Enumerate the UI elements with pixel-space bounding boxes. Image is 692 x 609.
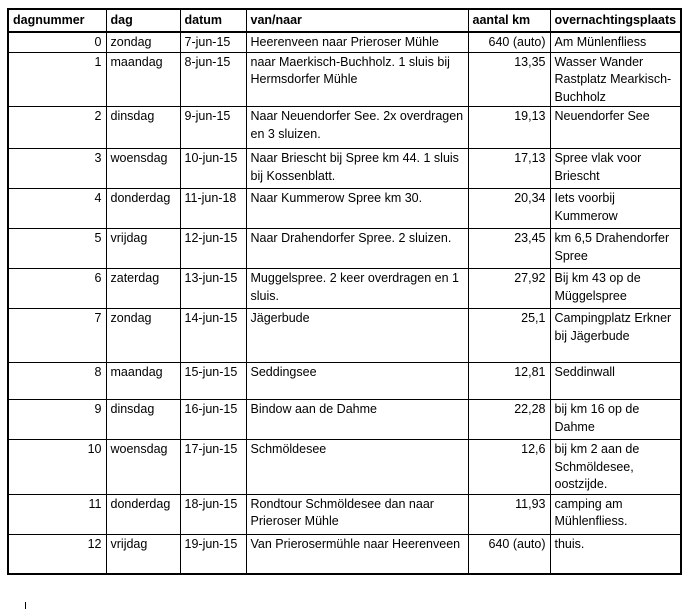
cell-dag[interactable]: donderdag xyxy=(106,494,180,534)
cell-aantal-km[interactable]: 12,6 xyxy=(468,440,550,495)
cell-datum[interactable]: 7-jun-15 xyxy=(180,32,246,52)
text-cursor xyxy=(25,602,26,609)
cell-dagnummer[interactable]: 10 xyxy=(8,440,106,495)
cell-van-naar[interactable]: Heerenveen naar Prieroser Mühle xyxy=(246,32,468,52)
cell-dagnummer[interactable]: 5 xyxy=(8,229,106,269)
cell-datum[interactable]: 16-jun-15 xyxy=(180,400,246,440)
cell-dag[interactable]: vrijdag xyxy=(106,229,180,269)
cell-datum[interactable]: 18-jun-15 xyxy=(180,494,246,534)
header-datum[interactable]: datum xyxy=(180,9,246,32)
cell-overnachtingsplaats[interactable]: bij km 2 aan de Schmöldesee, oostzijde. xyxy=(550,440,681,495)
table-row xyxy=(8,32,681,52)
cell-datum[interactable]: 17-jun-15 xyxy=(180,440,246,495)
header-row xyxy=(8,9,681,32)
cell-overnachtingsplaats[interactable]: Iets voorbij Kummerow xyxy=(550,189,681,229)
table-row xyxy=(8,149,681,189)
cell-dagnummer[interactable]: 2 xyxy=(8,107,106,149)
table-row xyxy=(8,229,681,269)
cell-aantal-km[interactable]: 17,13 xyxy=(468,149,550,189)
header-aantal-km[interactable]: aantal km xyxy=(468,9,550,32)
cell-van-naar[interactable]: Rondtour Schmöldesee dan naar Prieroser Mühle xyxy=(246,494,468,534)
table-row xyxy=(8,363,681,400)
cell-overnachtingsplaats[interactable]: Spree vlak voor Briescht xyxy=(550,149,681,189)
itinerary-table xyxy=(7,8,682,575)
cell-dagnummer[interactable]: 4 xyxy=(8,189,106,229)
cell-dagnummer[interactable]: 11 xyxy=(8,494,106,534)
cell-van-naar[interactable]: Bindow aan de Dahme xyxy=(246,400,468,440)
cell-van-naar[interactable]: Muggelspree. 2 keer overdragen en 1 sluis. xyxy=(246,269,468,309)
cell-overnachtingsplaats[interactable]: km 6,5 Drahendorfer Spree xyxy=(550,229,681,269)
cell-overnachtingsplaats[interactable]: bij km 16 op de Dahme xyxy=(550,400,681,440)
cell-dagnummer[interactable]: 12 xyxy=(8,534,106,574)
cell-dag[interactable]: woensdag xyxy=(106,149,180,189)
cell-van-naar[interactable]: naar Maerkisch-Buchholz. 1 sluis bij Hermsdorfer Mühle xyxy=(246,52,468,107)
table-row xyxy=(8,189,681,229)
table-row xyxy=(8,52,681,107)
header-van-naar[interactable]: van/naar xyxy=(246,9,468,32)
cell-van-naar[interactable]: Van Prierosermühle naar Heerenveen xyxy=(246,534,468,574)
cell-van-naar[interactable]: Naar Kummerow Spree km 30. xyxy=(246,189,468,229)
cell-dag[interactable]: vrijdag xyxy=(106,534,180,574)
cell-dagnummer[interactable]: 3 xyxy=(8,149,106,189)
table-row xyxy=(8,400,681,440)
cell-dag[interactable]: zaterdag xyxy=(106,269,180,309)
cell-overnachtingsplaats[interactable]: Am Münlenfliess xyxy=(550,32,681,52)
cell-datum[interactable]: 15-jun-15 xyxy=(180,363,246,400)
cell-dag[interactable]: zondag xyxy=(106,309,180,363)
cell-datum[interactable]: 11-jun-18 xyxy=(180,189,246,229)
cell-datum[interactable]: 10-jun-15 xyxy=(180,149,246,189)
cell-datum[interactable]: 13-jun-15 xyxy=(180,269,246,309)
cell-dag[interactable]: maandag xyxy=(106,52,180,107)
header-dagnummer[interactable]: dagnummer xyxy=(8,9,106,32)
cell-dagnummer[interactable]: 7 xyxy=(8,309,106,363)
cell-aantal-km[interactable]: 20,34 xyxy=(468,189,550,229)
cell-overnachtingsplaats[interactable]: Campingplatz Erkner bij Jägerbude xyxy=(550,309,681,363)
cell-aantal-km[interactable]: 27,92 xyxy=(468,269,550,309)
cell-van-naar[interactable]: Naar Briescht bij Spree km 44. 1 sluis bij Kossenblatt. xyxy=(246,149,468,189)
cell-aantal-km[interactable]: 22,28 xyxy=(468,400,550,440)
cell-van-naar[interactable]: Schmöldesee xyxy=(246,440,468,495)
cell-overnachtingsplaats[interactable]: thuis. xyxy=(550,534,681,574)
cell-van-naar[interactable]: Jägerbude xyxy=(246,309,468,363)
table-row xyxy=(8,494,681,534)
table-row xyxy=(8,534,681,574)
cell-datum[interactable]: 8-jun-15 xyxy=(180,52,246,107)
cell-dag[interactable]: woensdag xyxy=(106,440,180,495)
cell-aantal-km[interactable]: 640 (auto) xyxy=(468,32,550,52)
cell-aantal-km[interactable]: 23,45 xyxy=(468,229,550,269)
header-overnachtingsplaats[interactable]: overnachtingsplaats xyxy=(550,9,681,32)
header-dag[interactable]: dag xyxy=(106,9,180,32)
cell-van-naar[interactable]: Naar Drahendorfer Spree. 2 sluizen. xyxy=(246,229,468,269)
cell-aantal-km[interactable]: 19,13 xyxy=(468,107,550,149)
cell-dagnummer[interactable]: 9 xyxy=(8,400,106,440)
cell-van-naar[interactable]: Seddingsee xyxy=(246,363,468,400)
cell-aantal-km[interactable]: 12,81 xyxy=(468,363,550,400)
cell-aantal-km[interactable]: 11,93 xyxy=(468,494,550,534)
cell-overnachtingsplaats[interactable]: camping am Mühlenfliess. xyxy=(550,494,681,534)
cell-datum[interactable]: 14-jun-15 xyxy=(180,309,246,363)
cell-overnachtingsplaats[interactable]: Seddinwall xyxy=(550,363,681,400)
cell-datum[interactable]: 12-jun-15 xyxy=(180,229,246,269)
cell-dagnummer[interactable]: 6 xyxy=(8,269,106,309)
table-row xyxy=(8,440,681,495)
cell-dag[interactable]: donderdag xyxy=(106,189,180,229)
cell-dag[interactable]: maandag xyxy=(106,363,180,400)
cell-dag[interactable]: zondag xyxy=(106,32,180,52)
cell-dag[interactable]: dinsdag xyxy=(106,107,180,149)
cell-overnachtingsplaats[interactable]: Bij km 43 op de Müggelspree xyxy=(550,269,681,309)
cell-dagnummer[interactable]: 8 xyxy=(8,363,106,400)
cell-dagnummer[interactable]: 1 xyxy=(8,52,106,107)
cell-overnachtingsplaats[interactable]: Neuendorfer See xyxy=(550,107,681,149)
table-row xyxy=(8,107,681,149)
table-row xyxy=(8,269,681,309)
cell-datum[interactable]: 19-jun-15 xyxy=(180,534,246,574)
cell-aantal-km[interactable]: 640 (auto) xyxy=(468,534,550,574)
cell-overnachtingsplaats[interactable]: Wasser Wander Rastplatz Mearkisch-Buchholz xyxy=(550,52,681,107)
cell-dagnummer[interactable]: 0 xyxy=(8,32,106,52)
cell-aantal-km[interactable]: 25,1 xyxy=(468,309,550,363)
cell-datum[interactable]: 9-jun-15 xyxy=(180,107,246,149)
cell-dag[interactable]: dinsdag xyxy=(106,400,180,440)
cell-van-naar[interactable]: Naar Neuendorfer See. 2x overdragen en 3 sluizen. xyxy=(246,107,468,149)
cell-aantal-km[interactable]: 13,35 xyxy=(468,52,550,107)
table-row xyxy=(8,309,681,363)
